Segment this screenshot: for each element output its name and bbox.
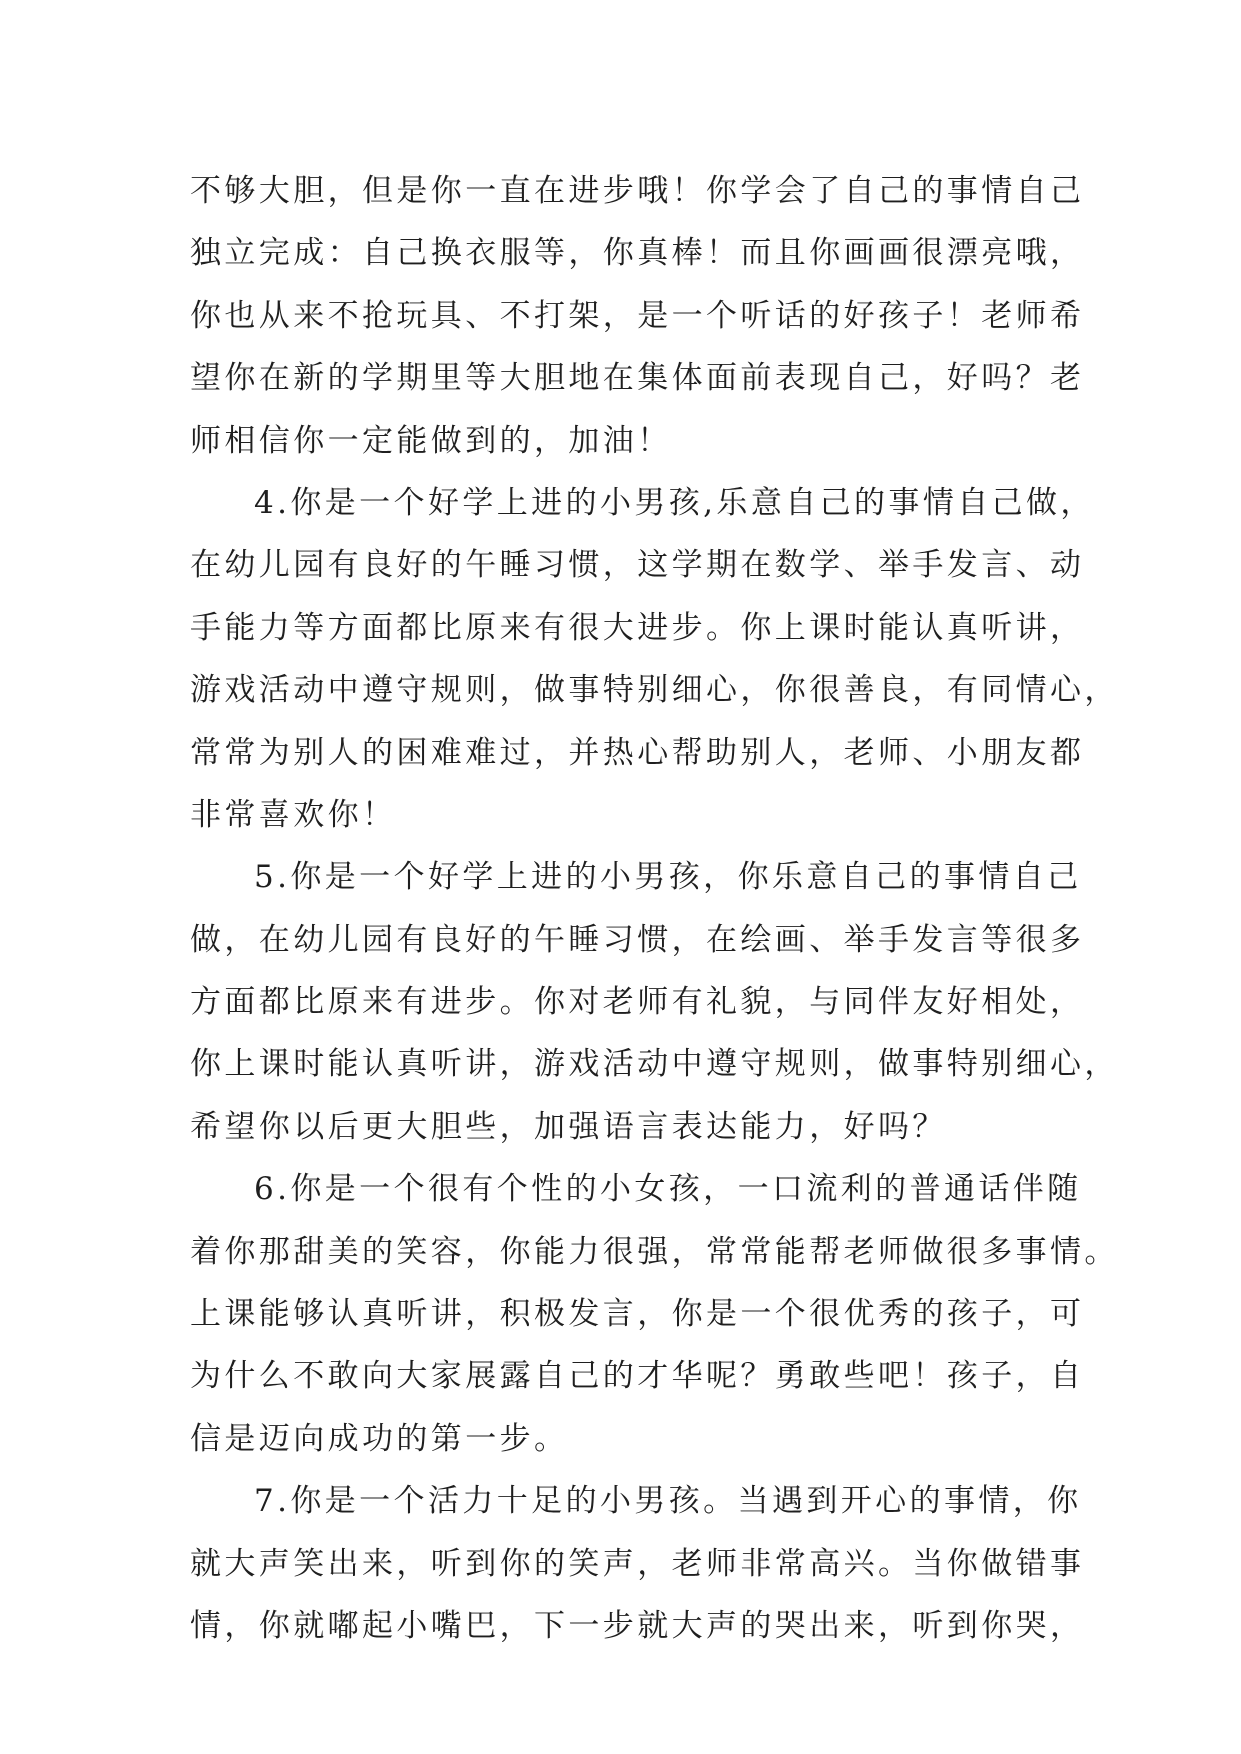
text-line: 师相信你一定能做到的，加油！: [190, 422, 672, 459]
text-line: 游戏活动中遵守规则，做事特别细心，你很善良，有同情心，: [190, 672, 1119, 709]
text-line: 信是迈向成功的第一步。: [190, 1420, 569, 1457]
text-line: 4.你是一个好学上进的小男孩,乐意自己的事情自己做，: [254, 484, 1095, 521]
text-line: 望你在新的学期里等大胆地在集体面前表现自己，好吗？老: [190, 360, 1085, 397]
text-line: 着你那甜美的笑容，你能力很强，常常能帮老师做很多事情。: [190, 1233, 1119, 1270]
text-line: 就大声笑出来，听到你的笑声，老师非常高兴。当你做错事: [190, 1545, 1085, 1582]
text-line: 7.你是一个活力十足的小男孩。当遇到开心的事情，你: [254, 1483, 1082, 1520]
text-line: 做，在幼儿园有良好的午睡习惯，在绘画、举手发言等很多: [190, 921, 1085, 958]
text-line: 6.你是一个很有个性的小女孩，一口流利的普通话伴随: [254, 1171, 1082, 1208]
paragraph-item-6: [190, 1158, 1119, 1470]
text-line: 方面都比原来有进步。你对老师有礼貌，与同伴友好相处，: [190, 984, 1085, 1021]
text-line: 非常喜欢你！: [190, 796, 397, 833]
text-line: 你上课时能认真听讲，游戏活动中遵守规则，做事特别细心，: [190, 1046, 1119, 1083]
text-line: 在幼儿园有良好的午睡习惯，这学期在数学、举手发言、动: [190, 547, 1085, 584]
text-line: 不够大胆，但是你一直在进步哦！你学会了自己的事情自己: [190, 173, 1085, 209]
text-line: 希望你以后更大胆些，加强语言表达能力，好吗？: [190, 1108, 947, 1145]
text-line: 独立完成：自己换衣服等，你真棒！而且你画画很漂亮哦，: [190, 235, 1085, 272]
paragraph-item-7: [190, 1470, 1085, 1657]
paragraph-continued: [190, 160, 1085, 472]
paragraph-item-4: [190, 472, 1119, 846]
text-line: 5.你是一个好学上进的小男孩，你乐意自己的事情自己: [254, 859, 1082, 896]
document-body: [190, 160, 1119, 1657]
paragraph-item-5: [190, 846, 1119, 1158]
text-line: 情，你就嘟起小嘴巴，下一步就大声的哭出来，听到你哭，: [190, 1607, 1085, 1644]
text-line: 你也从来不抢玩具、不打架，是一个听话的好孩子！老师希: [190, 297, 1085, 334]
text-line: 上课能够认真听讲，积极发言，你是一个很优秀的孩子，可: [190, 1296, 1085, 1333]
text-line: 为什么不敢向大家展露自己的才华呢？勇敢些吧！孩子，自: [190, 1358, 1085, 1395]
text-line: 常常为别人的困难难过，并热心帮助别人，老师、小朋友都: [190, 734, 1085, 771]
text-line: 手能力等方面都比原来有很大进步。你上课时能认真听讲，: [190, 609, 1085, 646]
